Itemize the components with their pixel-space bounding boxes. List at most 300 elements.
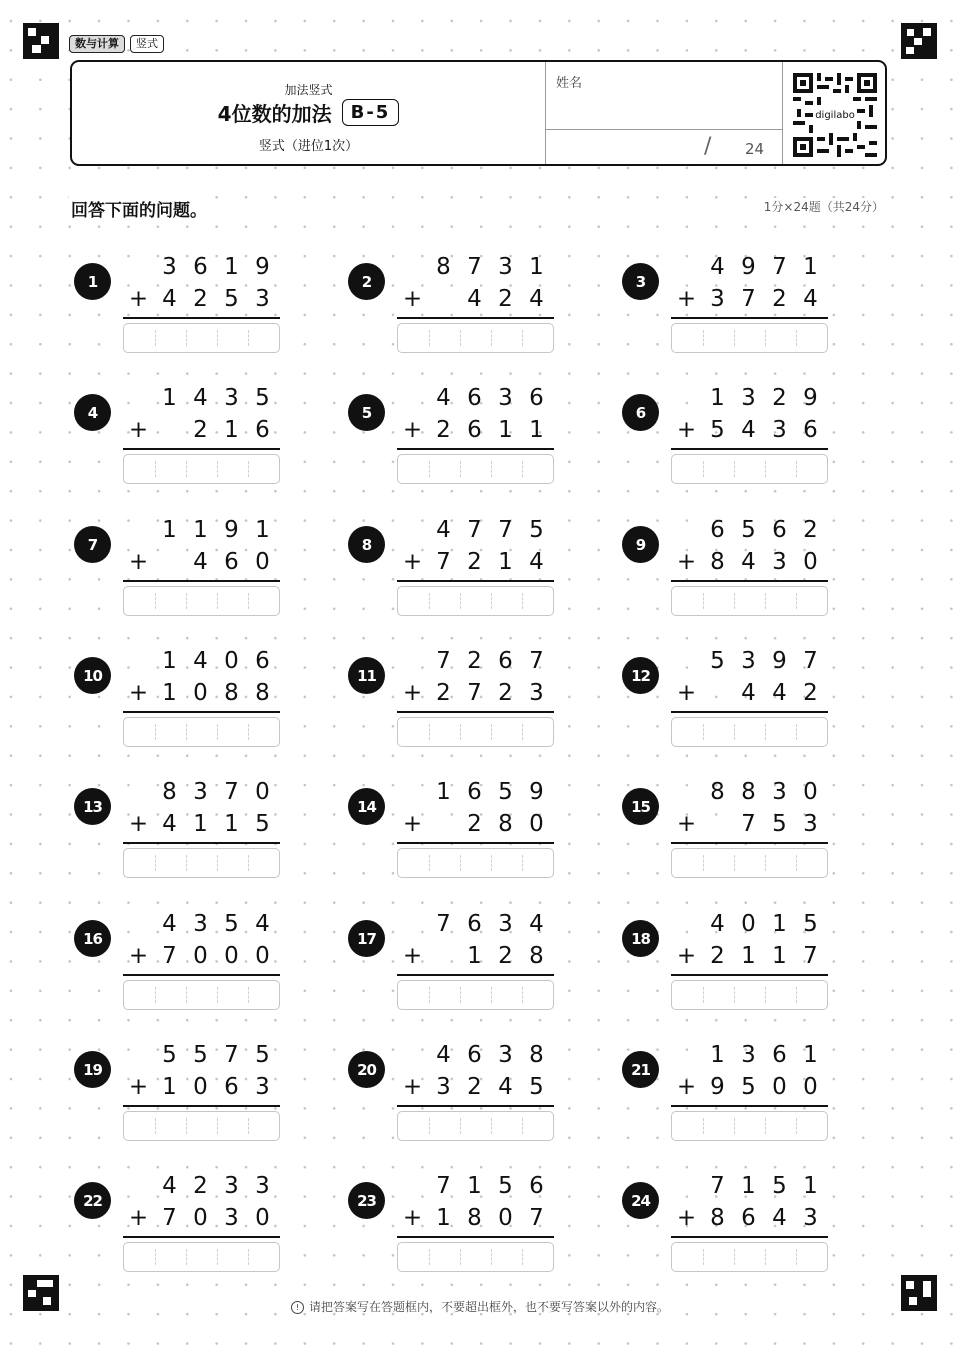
addend-top	[397, 382, 554, 414]
answer-box[interactable]	[397, 717, 554, 747]
problem-number-badge: 21	[622, 1051, 659, 1088]
digit: 6	[710, 517, 725, 543]
problem-number-badge: 12	[622, 657, 659, 694]
problem-number-badge: 18	[622, 920, 659, 957]
digit: 7	[772, 254, 787, 280]
digit: 2	[467, 1074, 482, 1100]
sum-line	[397, 842, 554, 844]
answer-box[interactable]	[671, 323, 828, 353]
digit: 0	[193, 1205, 208, 1231]
digit: 0	[255, 549, 270, 575]
sum-line	[671, 1105, 828, 1107]
answer-box[interactable]	[397, 323, 554, 353]
digit: 0	[193, 680, 208, 706]
addend-bottom	[123, 546, 280, 578]
addend-top	[123, 1170, 280, 1202]
answer-box[interactable]	[123, 848, 280, 878]
problem-number-badge: 20	[348, 1051, 385, 1088]
digit: 2	[498, 286, 513, 312]
corner-marker-top-left	[23, 23, 59, 59]
problem-24	[622, 1170, 882, 1280]
digit: 7	[467, 680, 482, 706]
digit: 0	[498, 1205, 513, 1231]
digit: 0	[803, 779, 818, 805]
problem-22	[74, 1170, 334, 1280]
addend-bottom	[671, 1202, 828, 1234]
addend-bottom	[671, 677, 828, 709]
digit: 3	[255, 1173, 270, 1199]
problem-4	[74, 382, 334, 492]
digit: 7	[741, 286, 756, 312]
addend-bottom	[671, 283, 828, 315]
digit: 1	[803, 1173, 818, 1199]
digit: 7	[224, 1042, 239, 1068]
digit: 9	[803, 385, 818, 411]
digit: 1	[193, 517, 208, 543]
worksheet-header	[70, 60, 887, 166]
digit: 3	[772, 417, 787, 443]
problem-2	[348, 251, 608, 361]
answer-box[interactable]	[123, 323, 280, 353]
digit: 7	[710, 1173, 725, 1199]
digit: 7	[467, 254, 482, 280]
digit: 4	[255, 911, 270, 937]
digit: 7	[741, 811, 756, 837]
digit: 9	[529, 779, 544, 805]
plus-sign: +	[676, 943, 697, 969]
digit: 6	[803, 417, 818, 443]
digit: 7	[803, 943, 818, 969]
plus-sign: +	[402, 1074, 423, 1100]
digit: 4	[529, 286, 544, 312]
digit: 1	[162, 648, 177, 674]
footer-text: 请把答案写在答题框内，不要超出框外，也不要写答案以外的内容。	[308, 1300, 669, 1314]
digit: 3	[162, 254, 177, 280]
problem-number-badge: 10	[74, 657, 111, 694]
digit: 4	[193, 385, 208, 411]
digit: 2	[467, 549, 482, 575]
answer-box[interactable]	[671, 1111, 828, 1141]
problem-number-badge: 6	[622, 394, 659, 431]
digit: 4	[772, 1205, 787, 1231]
addend-top	[671, 514, 828, 546]
plus-sign: +	[128, 286, 149, 312]
digit: 3	[803, 811, 818, 837]
problem-5	[348, 382, 608, 492]
addend-top	[397, 645, 554, 677]
tag-calculation: 数与计算	[69, 35, 125, 53]
digit: 0	[255, 1205, 270, 1231]
digit: 8	[255, 680, 270, 706]
addend-top	[123, 251, 280, 283]
problem-17	[348, 908, 608, 1018]
addend-top	[123, 1039, 280, 1071]
digit: 3	[772, 549, 787, 575]
digit: 6	[529, 385, 544, 411]
answer-box[interactable]	[671, 717, 828, 747]
digit: 2	[193, 1173, 208, 1199]
instruction-text: 回答下面的问题。	[69, 196, 209, 221]
digit: 4	[498, 1074, 513, 1100]
digit: 2	[193, 286, 208, 312]
digit: 7	[162, 943, 177, 969]
digit: 1	[498, 549, 513, 575]
digit: 6	[255, 417, 270, 443]
digit: 2	[436, 680, 451, 706]
digit: 4	[710, 254, 725, 280]
answer-box[interactable]	[397, 1242, 554, 1272]
addend-bottom	[123, 808, 280, 840]
problem-number-badge: 22	[74, 1182, 111, 1219]
addend-top	[671, 1039, 828, 1071]
problem-13	[74, 776, 334, 886]
digit: 7	[498, 517, 513, 543]
digit: 0	[803, 1074, 818, 1100]
addend-bottom	[397, 1071, 554, 1103]
problem-number-badge: 2	[348, 263, 385, 300]
worksheet-code: B-5	[342, 99, 400, 126]
sum-line	[397, 448, 554, 450]
sum-line	[671, 448, 828, 450]
digit: 5	[803, 911, 818, 937]
addend-bottom	[123, 1202, 280, 1234]
digit: 5	[498, 779, 513, 805]
digit: 2	[467, 648, 482, 674]
addend-bottom	[123, 414, 280, 446]
digit: 8	[710, 779, 725, 805]
problem-8	[348, 514, 608, 624]
addend-top	[123, 645, 280, 677]
problem-number-badge: 24	[622, 1182, 659, 1219]
digit: 7	[436, 549, 451, 575]
digit: 8	[710, 1205, 725, 1231]
addend-top	[671, 251, 828, 283]
addend-top	[397, 776, 554, 808]
problem-19	[74, 1039, 334, 1149]
problem-1	[74, 251, 334, 361]
digit: 3	[710, 286, 725, 312]
digit: 7	[529, 1205, 544, 1231]
addend-bottom	[123, 677, 280, 709]
digit: 1	[193, 811, 208, 837]
digit: 6	[772, 517, 787, 543]
problem-number-badge: 13	[74, 788, 111, 825]
digit: 4	[772, 680, 787, 706]
digit: 6	[224, 1074, 239, 1100]
digit: 7	[467, 517, 482, 543]
digit: 0	[772, 1074, 787, 1100]
addend-bottom	[671, 414, 828, 446]
plus-sign: +	[402, 417, 423, 443]
answer-box[interactable]	[123, 1242, 280, 1272]
digit: 2	[193, 417, 208, 443]
problem-14	[348, 776, 608, 886]
name-label: 姓名	[556, 76, 583, 91]
digit: 1	[162, 517, 177, 543]
addend-top	[123, 776, 280, 808]
plus-sign: +	[128, 1074, 149, 1100]
digit: 4	[162, 911, 177, 937]
sum-line	[671, 974, 828, 976]
digit: 7	[529, 648, 544, 674]
addend-bottom	[397, 546, 554, 578]
digit: 4	[162, 1173, 177, 1199]
answer-box[interactable]	[397, 1111, 554, 1141]
info-icon: !	[291, 1301, 304, 1314]
score-total: 24	[745, 140, 765, 158]
answer-box[interactable]	[671, 586, 828, 616]
corner-marker-top-right	[901, 23, 937, 59]
digit: 8	[529, 1042, 544, 1068]
digit: 5	[255, 811, 270, 837]
problem-number-badge: 16	[74, 920, 111, 957]
digit: 4	[193, 648, 208, 674]
plus-sign: +	[676, 549, 697, 575]
sum-line	[397, 580, 554, 582]
digit: 3	[255, 286, 270, 312]
addend-top	[671, 1170, 828, 1202]
digit: 1	[255, 517, 270, 543]
digit: 1	[772, 911, 787, 937]
digit: 9	[255, 254, 270, 280]
digit: 1	[224, 417, 239, 443]
addend-bottom	[123, 283, 280, 315]
plus-sign: +	[676, 286, 697, 312]
digit: 5	[772, 811, 787, 837]
digit: 1	[529, 254, 544, 280]
digit: 6	[467, 1042, 482, 1068]
digit: 4	[710, 911, 725, 937]
addend-bottom	[397, 1202, 554, 1234]
digit: 3	[193, 779, 208, 805]
digit: 0	[255, 779, 270, 805]
answer-box[interactable]	[397, 454, 554, 484]
sum-line	[123, 974, 280, 976]
plus-sign: +	[128, 943, 149, 969]
addend-bottom	[397, 677, 554, 709]
sum-line	[123, 711, 280, 713]
digit: 4	[741, 417, 756, 443]
digit: 3	[498, 385, 513, 411]
problem-number-badge: 11	[348, 657, 385, 694]
digit: 1	[803, 1042, 818, 1068]
digit: 0	[529, 811, 544, 837]
plus-sign: +	[676, 1205, 697, 1231]
digit: 8	[710, 549, 725, 575]
digit: 0	[224, 648, 239, 674]
sum-line	[123, 317, 280, 319]
digit: 1	[710, 1042, 725, 1068]
digit: 3	[498, 1042, 513, 1068]
digit: 3	[741, 385, 756, 411]
sum-line	[397, 1105, 554, 1107]
digit: 3	[498, 254, 513, 280]
problem-6	[622, 382, 882, 492]
addend-bottom	[123, 1071, 280, 1103]
problem-18	[622, 908, 882, 1018]
digit: 3	[803, 1205, 818, 1231]
digit: 1	[710, 385, 725, 411]
digit: 6	[467, 417, 482, 443]
problem-9	[622, 514, 882, 624]
addend-bottom	[397, 808, 554, 840]
digit: 1	[162, 385, 177, 411]
digit: 5	[710, 417, 725, 443]
digit: 7	[436, 1173, 451, 1199]
sum-line	[123, 1105, 280, 1107]
digit: 4	[529, 549, 544, 575]
problem-number-badge: 5	[348, 394, 385, 431]
problem-number-badge: 17	[348, 920, 385, 957]
digit: 2	[803, 517, 818, 543]
digit: 6	[467, 385, 482, 411]
digit: 1	[224, 811, 239, 837]
addend-top	[671, 908, 828, 940]
digit: 5	[741, 1074, 756, 1100]
digit: 5	[710, 648, 725, 674]
digit: 5	[224, 911, 239, 937]
answer-box[interactable]	[671, 1242, 828, 1272]
answer-box[interactable]	[397, 980, 554, 1010]
digit: 0	[803, 549, 818, 575]
digit: 7	[224, 779, 239, 805]
digit: 5	[162, 1042, 177, 1068]
addend-top	[123, 382, 280, 414]
category-tags	[69, 35, 164, 53]
digit: 4	[803, 286, 818, 312]
problem-21	[622, 1039, 882, 1149]
sum-line	[397, 974, 554, 976]
digit: 6	[741, 1205, 756, 1231]
sum-line	[123, 448, 280, 450]
digit: 5	[741, 517, 756, 543]
addend-top	[671, 645, 828, 677]
plus-sign: +	[676, 680, 697, 706]
digit: 2	[436, 417, 451, 443]
addend-top	[397, 1039, 554, 1071]
plus-sign: +	[402, 549, 423, 575]
answer-box[interactable]	[671, 848, 828, 878]
plus-sign: +	[128, 1205, 149, 1231]
problem-number-badge: 23	[348, 1182, 385, 1219]
digit: 0	[741, 911, 756, 937]
digit: 5	[529, 517, 544, 543]
digit: 3	[741, 648, 756, 674]
digit: 4	[193, 549, 208, 575]
digit: 3	[741, 1042, 756, 1068]
points-info: 1分×24题（共24分）	[763, 200, 884, 214]
answer-box[interactable]	[397, 848, 554, 878]
plus-sign: +	[402, 943, 423, 969]
footer-note	[0, 1298, 960, 1315]
problem-number-badge: 8	[348, 526, 385, 563]
digit: 6	[467, 911, 482, 937]
addend-top	[397, 251, 554, 283]
plus-sign: +	[402, 1205, 423, 1231]
digit: 1	[772, 943, 787, 969]
digit: 4	[529, 911, 544, 937]
digit: 4	[162, 286, 177, 312]
digit: 5	[529, 1074, 544, 1100]
name-score-area	[545, 62, 783, 164]
tag-vertical: 竖式	[130, 35, 164, 53]
digit: 5	[224, 286, 239, 312]
plus-sign: +	[402, 680, 423, 706]
worksheet-title: 4位数的加法	[217, 102, 332, 126]
digit: 9	[772, 648, 787, 674]
answer-box[interactable]	[123, 980, 280, 1010]
digit: 2	[803, 680, 818, 706]
digit: 8	[162, 779, 177, 805]
digit: 6	[467, 779, 482, 805]
digit: 8	[224, 680, 239, 706]
problem-number-badge: 14	[348, 788, 385, 825]
digit: 8	[741, 779, 756, 805]
digit: 1	[162, 1074, 177, 1100]
digit: 1	[498, 417, 513, 443]
answer-box[interactable]	[671, 454, 828, 484]
sum-line	[671, 1236, 828, 1238]
problem-number-badge: 4	[74, 394, 111, 431]
addend-top	[397, 514, 554, 546]
answer-box[interactable]	[123, 1111, 280, 1141]
answer-box[interactable]	[123, 454, 280, 484]
plus-sign: +	[128, 680, 149, 706]
answer-box[interactable]	[397, 586, 554, 616]
digit: 1	[741, 1173, 756, 1199]
plus-sign: +	[128, 417, 149, 443]
digit: 4	[436, 1042, 451, 1068]
answer-box[interactable]	[123, 586, 280, 616]
digit: 1	[467, 943, 482, 969]
addend-top	[123, 908, 280, 940]
sum-line	[671, 580, 828, 582]
digit: 1	[741, 943, 756, 969]
addend-top	[671, 382, 828, 414]
worksheet-subtitle: 加法竖式	[284, 83, 333, 97]
problem-12	[622, 645, 882, 755]
addend-bottom	[671, 546, 828, 578]
sum-line	[397, 317, 554, 319]
digit: 3	[224, 1205, 239, 1231]
digit: 8	[498, 811, 513, 837]
plus-sign: +	[676, 1074, 697, 1100]
digit: 1	[529, 417, 544, 443]
digit: 0	[255, 943, 270, 969]
addend-bottom	[671, 940, 828, 972]
digit: 6	[255, 648, 270, 674]
digit: 8	[436, 254, 451, 280]
digit: 8	[529, 943, 544, 969]
sum-line	[671, 842, 828, 844]
answer-box[interactable]	[671, 980, 828, 1010]
digit: 3	[224, 1173, 239, 1199]
addend-bottom	[397, 940, 554, 972]
digit: 3	[193, 911, 208, 937]
digit: 4	[436, 385, 451, 411]
plus-sign: +	[676, 811, 697, 837]
digit: 0	[193, 1074, 208, 1100]
digit: 4	[467, 286, 482, 312]
digit: 1	[436, 779, 451, 805]
addend-top	[123, 514, 280, 546]
addend-bottom	[397, 283, 554, 315]
digit: 6	[224, 549, 239, 575]
digit: 4	[741, 680, 756, 706]
answer-box[interactable]	[123, 717, 280, 747]
addend-bottom	[397, 414, 554, 446]
plus-sign: +	[676, 417, 697, 443]
